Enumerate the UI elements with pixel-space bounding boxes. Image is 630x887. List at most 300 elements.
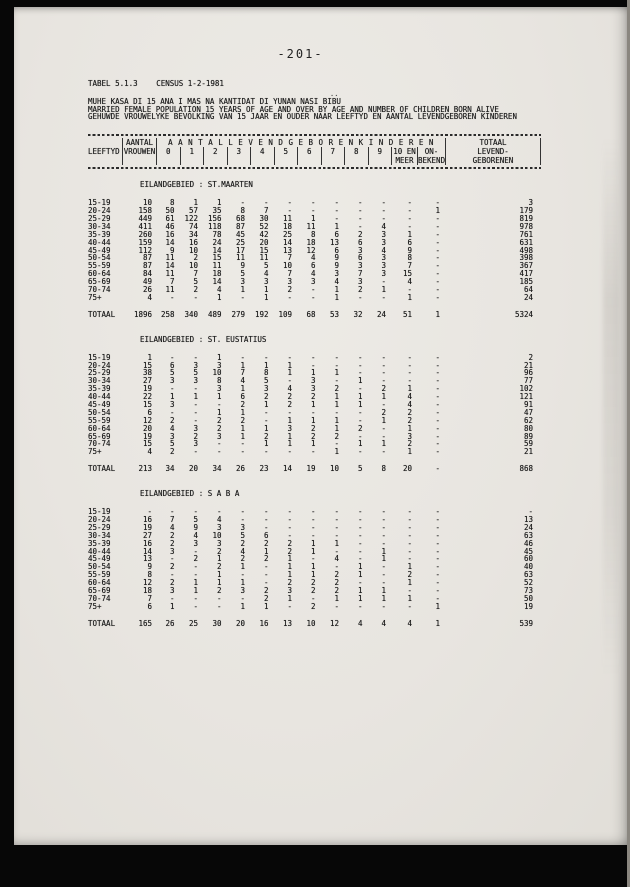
value-cell: 1 xyxy=(216,578,222,588)
value-cell: - xyxy=(216,439,222,449)
value-cell: - xyxy=(287,530,292,540)
value-cell: 8 xyxy=(216,376,222,386)
census-label: CENSUS 1-2-1981 xyxy=(156,79,224,88)
value-cell: 1 xyxy=(334,292,339,302)
value-cell: 9 xyxy=(334,261,339,271)
value-cell: 3 xyxy=(193,538,198,548)
value-cell: 5 xyxy=(193,515,198,525)
value-cell: 1 xyxy=(240,601,245,611)
value-cell: 4 xyxy=(216,284,222,294)
value-cell: - xyxy=(147,507,152,517)
header-meer: MEER xyxy=(391,156,417,165)
header-empty-cell xyxy=(203,156,227,165)
value-cell: - xyxy=(407,530,412,540)
value-cell: - xyxy=(357,198,363,208)
value-cell: 1 xyxy=(310,538,316,548)
value-cell: - xyxy=(357,352,363,362)
value-cell: 14 xyxy=(142,546,152,556)
value-cell: - xyxy=(263,578,269,588)
value-cell: 7 xyxy=(263,206,269,216)
value-cell: 3 xyxy=(216,360,222,370)
value-cell: 23 xyxy=(259,464,269,474)
value-cell: - xyxy=(334,601,339,611)
value-cell: 2 xyxy=(310,392,316,402)
value-cell: 50 xyxy=(523,593,533,603)
value-cell: 1 xyxy=(263,546,269,556)
value-cell: - xyxy=(435,570,440,580)
age-cell: 45-49 xyxy=(88,400,111,409)
header-col-7: 7 xyxy=(321,147,345,156)
value-cell: 367 xyxy=(519,261,533,271)
value-cell: 63 xyxy=(523,570,533,580)
value-cell: - xyxy=(263,352,269,362)
table-row xyxy=(88,294,541,302)
age-cell: 50-54 xyxy=(88,407,111,417)
header-empty-cell xyxy=(368,156,392,165)
value-cell: 21 xyxy=(523,447,533,457)
value-cell: 258 xyxy=(160,309,175,319)
value-cell: 5 xyxy=(169,439,175,449)
value-cell: - xyxy=(435,423,440,433)
value-cell: - xyxy=(381,538,386,548)
value-cell: 26 xyxy=(142,284,152,294)
value-cell: 192 xyxy=(254,309,269,319)
age-cell: 40-44 xyxy=(88,546,111,556)
age-cell: 15-19 xyxy=(88,198,111,208)
value-cell: 8 xyxy=(147,570,152,580)
value-cell: 1 xyxy=(334,415,339,425)
value-cell: 26 xyxy=(235,464,245,474)
value-cell: 2 xyxy=(216,423,222,433)
value-cell: - xyxy=(240,292,245,302)
header-empty-cell xyxy=(227,156,251,165)
value-cell: - xyxy=(435,352,440,362)
header-col-0: 0 xyxy=(156,147,180,156)
value-cell: - xyxy=(435,384,440,394)
value-cell: 3 xyxy=(287,586,292,596)
value-cell: 17 xyxy=(235,245,245,255)
value-cell: - xyxy=(193,601,198,611)
value-cell: 1 xyxy=(287,360,292,370)
value-cell: 7 xyxy=(357,269,363,279)
value-cell: 15 xyxy=(142,439,152,449)
value-cell: 45 xyxy=(235,229,245,239)
header-col-6: 6 xyxy=(297,147,321,156)
value-cell: - xyxy=(169,352,175,362)
age-cell: 40-44 xyxy=(88,237,111,247)
value-cell: 1 xyxy=(310,546,316,556)
value-cell: - xyxy=(407,554,412,564)
value-cell: 14 xyxy=(165,237,175,247)
value-cell: - xyxy=(435,407,440,417)
value-cell: 34 xyxy=(212,464,222,474)
value-cell: - xyxy=(407,198,412,208)
value-cell: 2 xyxy=(407,570,412,580)
value-cell: 2 xyxy=(216,415,222,425)
value-cell: - xyxy=(193,352,198,362)
value-cell: 1 xyxy=(357,439,363,449)
value-cell: - xyxy=(435,415,440,425)
value-cell: 4 xyxy=(381,618,386,628)
value-cell: 2 xyxy=(169,538,175,548)
value-cell: 4 xyxy=(407,277,412,287)
value-cell: 27 xyxy=(142,376,152,386)
value-cell: 10 xyxy=(188,245,198,255)
value-cell: - xyxy=(287,352,292,362)
value-cell: 10 xyxy=(212,530,222,540)
value-cell: - xyxy=(169,384,175,394)
value-cell: 4 xyxy=(240,546,245,556)
value-cell: - xyxy=(334,530,339,540)
value-cell: - xyxy=(334,206,339,216)
value-cell: 7 xyxy=(169,277,175,287)
value-cell: 121 xyxy=(519,392,533,402)
value-cell: 7 xyxy=(287,253,292,263)
value-cell: 24 xyxy=(376,309,386,319)
value-cell: 1 xyxy=(334,368,339,378)
value-cell: - xyxy=(263,415,269,425)
value-cell: - xyxy=(193,407,198,417)
value-cell: 18 xyxy=(282,221,292,231)
value-cell: - xyxy=(357,384,363,394)
value-cell: - xyxy=(263,570,269,580)
value-cell: 2 xyxy=(310,601,316,611)
value-cell: - xyxy=(334,546,339,556)
value-cell: 1 xyxy=(381,392,386,402)
age-cell: 45-49 xyxy=(88,554,111,564)
age-cell: 70-74 xyxy=(88,593,111,603)
age-cell: 70-74 xyxy=(88,439,111,449)
value-cell: 18 xyxy=(142,586,152,596)
value-cell: 4 xyxy=(287,384,292,394)
value-cell: 2 xyxy=(407,439,412,449)
value-cell: 159 xyxy=(138,237,152,247)
value-cell: - xyxy=(357,206,363,216)
value-cell: 1 xyxy=(240,360,245,370)
value-cell: - xyxy=(169,507,175,517)
value-cell: 5324 xyxy=(514,309,533,319)
header-children-title: A A N T A L L E V E N D G E B O R E N K I N D E R E N xyxy=(156,138,445,147)
value-cell: - xyxy=(435,447,440,457)
value-cell: 19 xyxy=(142,431,152,441)
value-cell: - xyxy=(357,515,363,525)
value-cell: 30 xyxy=(212,618,222,628)
header-levend: LEVEND- xyxy=(445,147,541,156)
value-cell: 498 xyxy=(519,245,533,255)
value-cell: - xyxy=(357,507,363,517)
value-cell: 3 xyxy=(287,277,292,287)
value-cell: 8 xyxy=(310,229,316,239)
value-cell: - xyxy=(381,522,386,532)
value-cell: 4 xyxy=(169,423,175,433)
value-cell: 2 xyxy=(287,578,292,588)
value-cell: - xyxy=(310,206,316,216)
value-cell: 1 xyxy=(310,570,316,580)
value-cell: - xyxy=(334,198,339,208)
value-cell: - xyxy=(381,562,386,572)
value-cell: 3 xyxy=(407,431,412,441)
value-cell: - xyxy=(357,546,363,556)
value-cell: 2 xyxy=(263,593,269,603)
value-cell: 1 xyxy=(381,593,386,603)
value-cell: 2 xyxy=(310,586,316,596)
value-cell: - xyxy=(240,352,245,362)
header-empty-cell xyxy=(122,156,156,165)
value-cell: 2 xyxy=(357,284,363,294)
value-cell: - xyxy=(381,507,386,517)
value-cell: - xyxy=(435,554,440,564)
value-cell: - xyxy=(407,368,412,378)
value-cell: 19 xyxy=(523,601,533,611)
value-cell: 10 xyxy=(306,618,316,628)
value-cell: - xyxy=(287,292,292,302)
value-cell: 1 xyxy=(310,415,316,425)
value-cell: 1 xyxy=(381,415,386,425)
value-cell: - xyxy=(334,439,339,449)
value-cell: 68 xyxy=(235,213,245,223)
age-cell: 30-34 xyxy=(88,376,111,386)
age-cell: TOTAAL xyxy=(88,309,116,319)
value-cell: 1 xyxy=(169,601,175,611)
value-cell: 1 xyxy=(310,368,316,378)
value-cell: 96 xyxy=(523,368,533,378)
value-cell: - xyxy=(216,447,222,457)
value-cell: 3 xyxy=(216,384,222,394)
header-col-10-en: 10 EN xyxy=(391,147,417,156)
value-cell: 11 xyxy=(165,253,175,263)
value-cell: 5 xyxy=(169,368,175,378)
value-cell: - xyxy=(435,269,440,279)
value-cell: 1 xyxy=(216,352,222,362)
value-cell: 22 xyxy=(142,392,152,402)
age-cell: 30-34 xyxy=(88,530,111,540)
value-cell: - xyxy=(357,538,363,548)
age-cell: 75+ xyxy=(88,447,102,457)
value-cell: 30 xyxy=(259,213,269,223)
value-cell: 16 xyxy=(165,229,175,239)
value-cell: 25 xyxy=(282,229,292,239)
value-cell: - xyxy=(334,515,339,525)
value-cell: 1 xyxy=(240,431,245,441)
value-cell: 4 xyxy=(407,618,412,628)
value-cell: 1 xyxy=(240,423,245,433)
value-cell: - xyxy=(357,221,363,231)
value-cell: 3 xyxy=(240,586,245,596)
value-cell: 1 xyxy=(435,601,440,611)
value-cell: 20 xyxy=(235,618,245,628)
value-cell: 4 xyxy=(216,515,222,525)
value-cell: 2 xyxy=(357,229,363,239)
value-cell: - xyxy=(435,431,440,441)
value-cell: 1 xyxy=(407,578,412,588)
value-cell: 3 xyxy=(169,376,175,386)
table-total-row xyxy=(88,311,541,319)
age-cell: 25-29 xyxy=(88,213,111,223)
value-cell: - xyxy=(435,586,440,596)
value-cell: 1 xyxy=(216,392,222,402)
value-cell: 11 xyxy=(212,261,222,271)
value-cell: 1 xyxy=(240,562,245,572)
value-cell: 1 xyxy=(407,593,412,603)
value-cell: - xyxy=(216,507,222,517)
value-cell: 6 xyxy=(147,601,152,611)
age-cell: 15-19 xyxy=(88,507,111,517)
value-cell: 3 xyxy=(240,522,245,532)
value-cell: 87 xyxy=(142,261,152,271)
value-cell: 1 xyxy=(334,423,339,433)
value-cell: 2 xyxy=(407,407,412,417)
value-cell: 2 xyxy=(334,578,339,588)
value-cell: - xyxy=(435,245,440,255)
value-cell: - xyxy=(287,507,292,517)
value-cell: - xyxy=(216,601,222,611)
value-cell: 1 xyxy=(310,439,316,449)
age-cell: 60-64 xyxy=(88,269,111,279)
value-cell: 8 xyxy=(169,198,175,208)
value-cell: 21 xyxy=(523,360,533,370)
value-cell: - xyxy=(407,376,412,386)
value-cell: 62 xyxy=(523,415,533,425)
value-cell: 2 xyxy=(334,586,339,596)
value-cell: 35 xyxy=(212,206,222,216)
value-cell: - xyxy=(381,515,386,525)
table-total-row xyxy=(88,465,541,473)
value-cell: 26 xyxy=(165,618,175,628)
value-cell: 3 xyxy=(216,538,222,548)
value-cell: - xyxy=(193,400,198,409)
value-cell: 15 xyxy=(142,400,152,409)
value-cell: 57 xyxy=(188,206,198,216)
value-cell: 15 xyxy=(402,269,412,279)
value-cell: - xyxy=(407,213,412,223)
value-cell: 4 xyxy=(407,392,412,402)
value-cell: 4 xyxy=(334,277,339,287)
value-cell: 46 xyxy=(523,538,533,548)
value-cell: 2 xyxy=(216,586,222,596)
value-cell: 2 xyxy=(310,431,316,441)
value-cell: 2 xyxy=(263,554,269,564)
value-cell: 11 xyxy=(235,253,245,263)
value-cell: 1 xyxy=(193,586,198,596)
value-cell: - xyxy=(193,447,198,457)
value-cell: - xyxy=(435,237,440,247)
value-cell: 13 xyxy=(282,245,292,255)
value-cell: - xyxy=(528,507,533,517)
value-cell: 6 xyxy=(147,407,152,417)
value-cell: 1 xyxy=(381,439,386,449)
value-cell: - xyxy=(310,407,316,417)
value-cell: 2 xyxy=(407,415,412,425)
value-cell: 2 xyxy=(287,284,292,294)
value-cell: 34 xyxy=(165,464,175,474)
age-cell: 70-74 xyxy=(88,284,111,294)
value-cell: 1 xyxy=(263,292,269,302)
value-cell: 3 xyxy=(263,277,269,287)
value-cell: - xyxy=(310,284,316,294)
value-cell: - xyxy=(381,292,386,302)
title-dutch: GEHUWDE VROUWELYKE BEVOLKING VAN 15 JAAR EN OUDER NAAR LEEFTYD EN AANTAL LEVENDGEBOREN KINDEREN xyxy=(88,112,517,122)
value-cell: - xyxy=(381,570,386,580)
value-cell: 3 xyxy=(193,439,198,449)
value-cell: 1 xyxy=(193,578,198,588)
value-cell: 2 xyxy=(263,586,269,596)
age-cell: TOTAAL xyxy=(88,618,116,628)
header-col-4: 4 xyxy=(250,147,274,156)
age-cell: 20-24 xyxy=(88,360,111,370)
value-cell: - xyxy=(407,515,412,525)
value-cell: - xyxy=(381,198,386,208)
value-cell: 279 xyxy=(231,309,245,319)
value-cell: - xyxy=(435,578,440,588)
value-cell: 1 xyxy=(263,601,269,611)
value-cell: 12 xyxy=(329,618,339,628)
document-titles xyxy=(88,98,541,121)
value-cell: 340 xyxy=(184,309,198,319)
value-cell: 1 xyxy=(240,384,245,394)
value-cell: 8 xyxy=(240,206,245,216)
value-cell: 32 xyxy=(353,309,363,319)
value-cell: - xyxy=(407,206,412,216)
value-cell: 1 xyxy=(357,570,363,580)
value-cell: 2 xyxy=(263,392,269,402)
value-cell: 8 xyxy=(407,253,412,263)
value-cell: 3 xyxy=(193,376,198,386)
value-cell: - xyxy=(381,578,386,588)
value-cell: - xyxy=(334,352,339,362)
value-cell: 1 xyxy=(334,447,339,457)
value-cell: - xyxy=(435,277,440,287)
value-cell: 12 xyxy=(142,415,152,425)
value-cell: 3 xyxy=(169,400,175,409)
value-cell: 84 xyxy=(142,269,152,279)
value-cell: 40 xyxy=(523,562,533,572)
value-cell: - xyxy=(169,593,175,603)
value-cell: - xyxy=(381,530,386,540)
value-cell: 6 xyxy=(357,253,363,263)
value-cell: - xyxy=(381,423,386,433)
value-cell: 5 xyxy=(357,464,363,474)
value-cell: 4 xyxy=(381,221,386,231)
section-title: EILANDGEBIED : ST.MAARTEN xyxy=(140,180,253,190)
value-cell: - xyxy=(240,570,245,580)
value-cell: 10 xyxy=(329,464,339,474)
age-cell: 65-69 xyxy=(88,586,111,596)
age-cell: 60-64 xyxy=(88,578,111,588)
value-cell: 46 xyxy=(165,221,175,231)
value-cell: - xyxy=(435,198,440,208)
value-cell: 16 xyxy=(142,515,152,525)
value-cell: 2 xyxy=(381,407,386,417)
value-cell: 18 xyxy=(212,269,222,279)
page-number: -201- xyxy=(277,47,324,61)
header-col-9: 9 xyxy=(368,147,392,156)
value-cell: - xyxy=(381,400,386,409)
value-cell: 411 xyxy=(138,221,152,231)
value-cell: 14 xyxy=(212,245,222,255)
title-papiamento: MUHE KASA DI 15 ANA I MAS NA KANTIDAT DI YUNAN NASI BIBU xyxy=(88,96,341,106)
header-empty-cell xyxy=(156,156,180,165)
value-cell: 165 xyxy=(138,618,152,628)
value-cell: 3 xyxy=(357,277,363,287)
value-cell: 1 xyxy=(216,198,222,208)
value-cell: 158 xyxy=(138,206,152,216)
value-cell: 1 xyxy=(287,439,292,449)
value-cell: 13 xyxy=(523,515,533,525)
value-cell: 449 xyxy=(138,213,152,223)
value-cell: 4 xyxy=(147,292,152,302)
age-cell: 75+ xyxy=(88,292,102,302)
value-cell: 7 xyxy=(169,515,175,525)
